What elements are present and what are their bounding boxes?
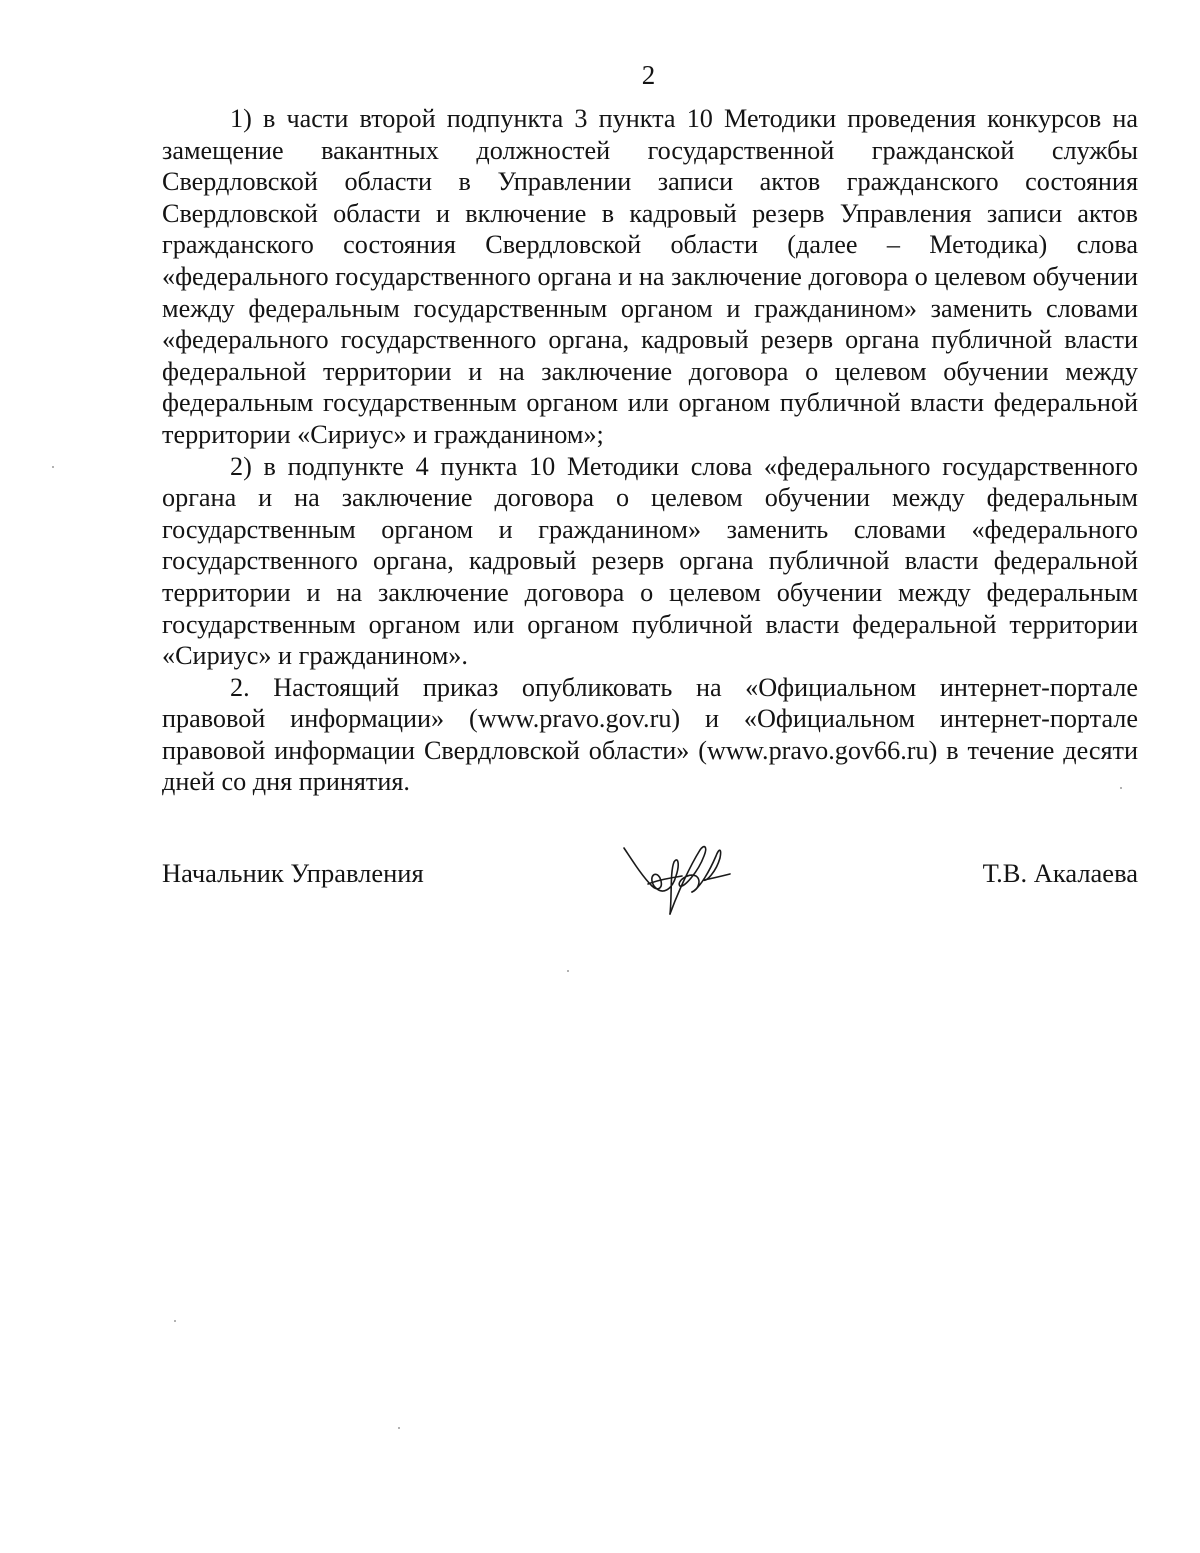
- scan-speck: [1120, 787, 1122, 789]
- paragraph-publication: 2. Настоящий приказ опубликовать на «Официальном интернет-портале правовой информации» (www.pravo.gov.ru) и «Официальном интернет-портале правовой информации Свердловской области» (www.pravo.gov66.ru) в течение десяти дней со дня принятия.: [162, 672, 1138, 797]
- document-body: [162, 103, 1138, 798]
- scan-speck: [398, 1427, 400, 1429]
- paragraph-item-2: 2) в подпункте 4 пункта 10 Методики слова «федерального государственного органа и на заключение договора о целевом обучении между федеральным государственным органом и гражданином» заменить словами «федерального государственного органа, кадровый резерв органа публичной власти федеральной территории и на заключение договора о целевом обучении между федеральным государственным органом или органом публичной власти федеральной территории «Сириус» и гражданином».: [162, 451, 1138, 671]
- scan-speck: [52, 466, 54, 468]
- scan-speck: [174, 1320, 176, 1322]
- paragraph-item-1: 1) в части второй подпункта 3 пункта 10 Методики проведения конкурсов на замещение вакантных должностей государственной гражданской службы Свердловской области в Управлении записи актов гражданского состояния Свердловской области и включение в кадровый резерв Управления записи актов гражданского состояния Свердловской области (далее – Методика) слова «федерального государственного органа и на заключение договора о целевом обучении между федеральным государственным органом и гражданином» заменить словами «федерального государственного органа, кадровый резерв органа публичной власти федеральной территории и на заключение договора о целевом обучении между федеральным государственным органом или органом публичной власти федеральной территории «Сириус» и гражданином»;: [162, 104, 1138, 449]
- position-title: Начальник Управления: [162, 858, 424, 888]
- signatory-name: Т.В. Акалаева: [982, 858, 1138, 888]
- scan-speck: [567, 970, 569, 972]
- handwritten-signature: [618, 836, 733, 918]
- page-number: 2: [641, 60, 656, 90]
